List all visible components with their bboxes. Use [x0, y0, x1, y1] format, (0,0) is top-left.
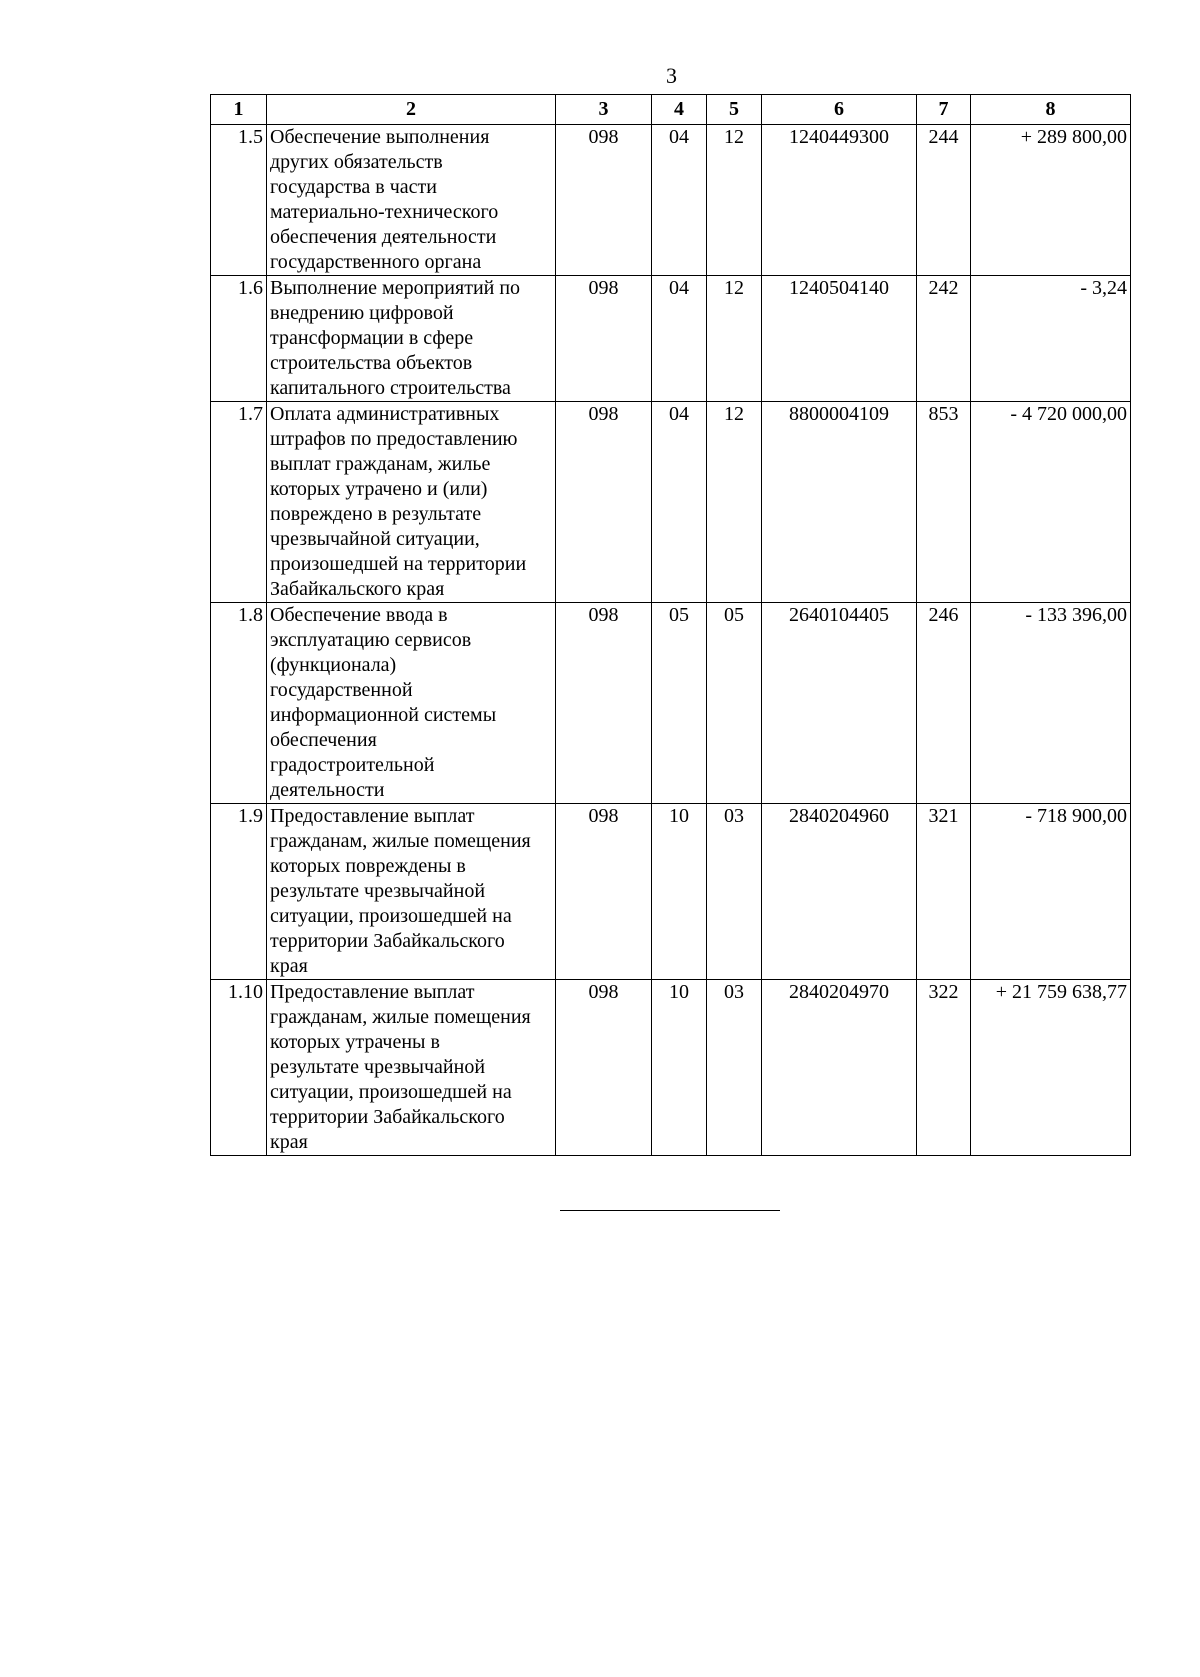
description-line: Забайкальского края — [270, 578, 445, 600]
row-description — [267, 603, 556, 804]
admin-code: 098 — [556, 276, 652, 402]
description-line: государственного органа — [270, 251, 482, 273]
description-line: трансформации в сфере — [270, 327, 474, 349]
amount-change: - 3,24 — [971, 276, 1131, 402]
row-number: 1.8 — [211, 603, 267, 804]
table-header-row — [211, 95, 1131, 125]
target-article-code: 8800004109 — [762, 402, 917, 603]
row-number: 1.6 — [211, 276, 267, 402]
description-line: которых утрачены в — [270, 1031, 440, 1053]
description-line: гражданам, жилые помещения — [270, 1006, 531, 1028]
table-row — [211, 276, 1131, 402]
subsection-code: 12 — [707, 276, 762, 402]
description-line: которых утрачено и (или) — [270, 478, 488, 500]
subsection-code: 12 — [707, 125, 762, 276]
row-number: 1.5 — [211, 125, 267, 276]
end-of-document-rule — [560, 1210, 780, 1211]
description-line: (функционала) — [270, 654, 397, 676]
target-article-code: 1240504140 — [762, 276, 917, 402]
row-description — [267, 980, 556, 1156]
column-header: 5 — [707, 95, 762, 125]
subsection-code: 03 — [707, 804, 762, 980]
table-row — [211, 402, 1131, 603]
expense-type-code: 244 — [917, 125, 971, 276]
amount-change: - 4 720 000,00 — [971, 402, 1131, 603]
column-header: 3 — [556, 95, 652, 125]
description-line: штрафов по предоставлению — [270, 428, 518, 450]
description-line: Выполнение мероприятий по — [270, 277, 521, 299]
description-line: Оплата административных — [270, 403, 500, 425]
column-header: 6 — [762, 95, 917, 125]
description-line: внедрению цифровой — [270, 302, 454, 324]
description-line: Обеспечение выполнения — [270, 126, 490, 148]
admin-code: 098 — [556, 804, 652, 980]
description-line: выплат гражданам, жилье — [270, 453, 491, 475]
row-description — [267, 276, 556, 402]
budget-changes-table — [210, 94, 1131, 1156]
description-line: государства в части — [270, 176, 437, 198]
row-number: 1.7 — [211, 402, 267, 603]
row-number: 1.10 — [211, 980, 267, 1156]
admin-code: 098 — [556, 402, 652, 603]
expense-type-code: 853 — [917, 402, 971, 603]
page-number: 3 — [666, 63, 677, 88]
description-line: обеспечения деятельности — [270, 226, 497, 248]
description-line: повреждено в результате — [270, 503, 482, 525]
description-line: Предоставление выплат — [270, 981, 475, 1003]
section-code: 04 — [652, 402, 707, 603]
table-row — [211, 125, 1131, 276]
column-header: 4 — [652, 95, 707, 125]
admin-code: 098 — [556, 980, 652, 1156]
description-line: результате чрезвычайной — [270, 1056, 486, 1078]
expense-type-code: 322 — [917, 980, 971, 1156]
section-code: 04 — [652, 125, 707, 276]
table-row — [211, 804, 1131, 980]
description-line: других обязательств — [270, 151, 443, 173]
row-description — [267, 804, 556, 980]
subsection-code: 03 — [707, 980, 762, 1156]
description-line: Предоставление выплат — [270, 805, 475, 827]
description-line: капитального строительства — [270, 377, 511, 399]
description-line: территории Забайкальского — [270, 1106, 505, 1128]
description-line: края — [270, 1131, 308, 1153]
amount-change: + 21 759 638,77 — [971, 980, 1131, 1156]
target-article-code: 2840204960 — [762, 804, 917, 980]
target-article-code: 1240449300 — [762, 125, 917, 276]
column-header: 7 — [917, 95, 971, 125]
description-line: территории Забайкальского — [270, 930, 505, 952]
expense-type-code: 321 — [917, 804, 971, 980]
column-header: 1 — [211, 95, 267, 125]
description-line: произошедшей на территории — [270, 553, 527, 575]
admin-code: 098 — [556, 125, 652, 276]
amount-change: - 718 900,00 — [971, 804, 1131, 980]
description-line: материально-технического — [270, 201, 499, 223]
subsection-code: 12 — [707, 402, 762, 603]
description-line: градостроительной — [270, 754, 435, 776]
column-header: 8 — [971, 95, 1131, 125]
description-line: ситуации, произошедшей на — [270, 905, 512, 927]
row-description — [267, 125, 556, 276]
description-line: гражданам, жилые помещения — [270, 830, 531, 852]
description-line: ситуации, произошедшей на — [270, 1081, 512, 1103]
description-line: информационной системы — [270, 704, 497, 726]
target-article-code: 2840204970 — [762, 980, 917, 1156]
row-number: 1.9 — [211, 804, 267, 980]
amount-change: - 133 396,00 — [971, 603, 1131, 804]
expense-type-code: 242 — [917, 276, 971, 402]
table-row — [211, 603, 1131, 804]
target-article-code: 2640104405 — [762, 603, 917, 804]
section-code: 10 — [652, 980, 707, 1156]
section-code: 10 — [652, 804, 707, 980]
expense-type-code: 246 — [917, 603, 971, 804]
description-line: обеспечения — [270, 729, 377, 751]
description-line: результате чрезвычайной — [270, 880, 486, 902]
subsection-code: 05 — [707, 603, 762, 804]
admin-code: 098 — [556, 603, 652, 804]
column-header: 2 — [267, 95, 556, 125]
description-line: эксплуатацию сервисов — [270, 629, 472, 651]
amount-change: + 289 800,00 — [971, 125, 1131, 276]
description-line: деятельности — [270, 779, 385, 801]
description-line: государственной — [270, 679, 413, 701]
table-row — [211, 980, 1131, 1156]
section-code: 05 — [652, 603, 707, 804]
description-line: чрезвычайной ситуации, — [270, 528, 480, 550]
description-line: Обеспечение ввода в — [270, 604, 448, 626]
description-line: края — [270, 955, 308, 977]
description-line: строительства объектов — [270, 352, 473, 374]
row-description — [267, 402, 556, 603]
section-code: 04 — [652, 276, 707, 402]
description-line: которых повреждены в — [270, 855, 466, 877]
